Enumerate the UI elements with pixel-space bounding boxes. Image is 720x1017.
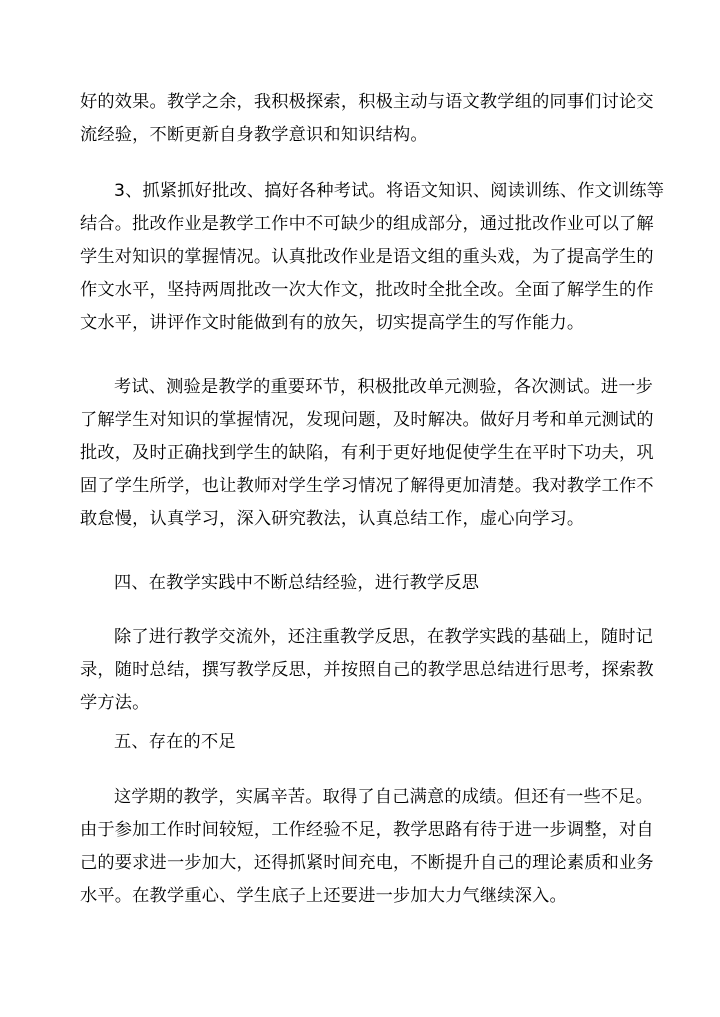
paragraph-tests <box>80 371 654 536</box>
section-heading: 五、存在的不足 <box>114 732 236 752</box>
paragraph-grading-exams <box>80 175 665 340</box>
text-line: 3、抓紧抓好批改、搞好各种考试。将语文知识、阅读训练、作文训练等 <box>114 181 665 201</box>
text-line: 作文水平，坚持两周批改一次大作文，批改时全批全改。全面了解学生的作 <box>80 280 654 300</box>
text-line: 录，随时总结，撰写教学反思，并按照自己的教学思总结进行思考，探索教 <box>80 660 654 680</box>
paragraph-reflection <box>80 621 654 720</box>
text-line: 好的效果。教学之余，我积极探索，积极主动与语文教学组的同事们讨论交 <box>80 92 654 112</box>
section-heading: 四、在教学实践中不断总结经验，进行教学反思 <box>114 573 480 593</box>
text-line: 除了进行教学交流外，还注重教学反思，在教学实践的基础上，随时记 <box>114 627 654 647</box>
text-line: 这学期的教学，实属辛苦。取得了自己满意的成绩。但还有一些不足。 <box>114 787 654 807</box>
text-line: 水平。在教学重心、学生底子上还要进一步加大力气继续深入。 <box>80 886 567 906</box>
text-line: 批改，及时正确找到学生的缺陷，有利于更好地促使学生在平时下功夫，巩 <box>80 443 654 463</box>
text-line: 流经验，不断更新自身教学意识和知识结构。 <box>80 125 428 145</box>
section-heading-four <box>80 567 646 600</box>
text-line: 考试、测验是教学的重要环节，积极批改单元测验，各次测试。进一步 <box>114 377 654 397</box>
text-line: 己的要求进一步加大，还得抓紧时间充电，不断提升自己的理论素质和业务 <box>80 853 654 873</box>
text-line: 文水平，讲评作文时能做到有的放矢，切实提高学生的写作能力。 <box>80 313 585 333</box>
text-line: 了解学生对知识的掌握情况，发现问题，及时解决。做好月考和单元测试的 <box>80 410 654 430</box>
text-line: 由于参加工作时间较短，工作经验不足，教学思路有待于进一步调整，对自 <box>80 820 654 840</box>
paragraph-shortcomings <box>80 781 654 913</box>
text-line: 固了学生所学，也让教师对学生学习情况了解得更加清楚。我对教学工作不 <box>80 476 654 496</box>
section-heading-five <box>80 726 646 759</box>
text-line: 学方法。 <box>80 693 150 713</box>
text-line: 结合。批改作业是教学工作中不可缺少的组成部分，通过批改作业可以了解 <box>80 214 654 234</box>
text-line: 敢怠慢，认真学习，深入研究教法，认真总结工作，虚心向学习。 <box>80 509 585 529</box>
paragraph-continuation <box>80 86 654 152</box>
text-line: 学生对知识的掌握情况。认真批改作业是语文组的重头戏，为了提高学生的 <box>80 247 654 267</box>
